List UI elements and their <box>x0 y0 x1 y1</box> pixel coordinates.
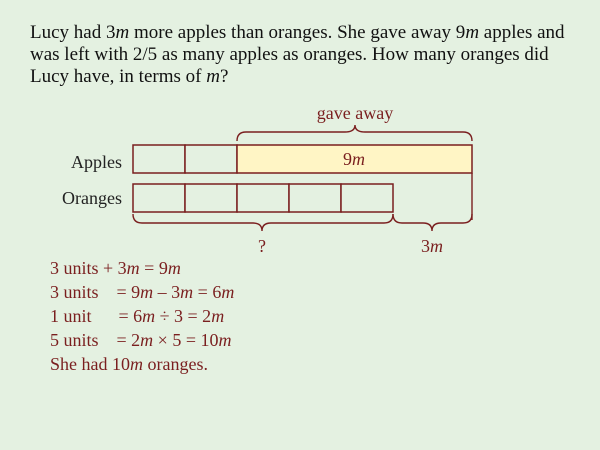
apples-unit <box>185 145 237 173</box>
given-away-value: 9m <box>343 149 365 169</box>
difference-label: 3m <box>421 236 443 256</box>
solution-line: 5 units = 2m × 5 = 10m <box>50 330 232 350</box>
question-part: ? <box>219 66 229 87</box>
apples-label: Apples <box>71 152 122 172</box>
variable-m: m <box>206 66 220 87</box>
oranges-label: Oranges <box>62 188 122 208</box>
apples-unit <box>133 145 185 173</box>
gave-away-brace <box>237 125 472 141</box>
solution-line: She had 10m oranges. <box>50 354 208 374</box>
oranges-unit <box>341 184 393 212</box>
question-part: Lucy had 3 <box>30 22 116 43</box>
solution-line: 1 unit = 6m ÷ 3 = 2m <box>50 306 225 326</box>
question-part: more apples than oranges. She gave away 9 <box>129 22 466 43</box>
oranges-unit <box>133 184 185 212</box>
question-part: apples and was left with 2/5 as many apples as oranges. How many oranges did Lucy have, in terms of <box>30 22 565 87</box>
solution-line: 3 units = 9m – 3m = 6m <box>50 282 235 302</box>
oranges-unit <box>289 184 341 212</box>
oranges-brace <box>133 214 393 231</box>
unknown-label: ? <box>258 236 266 256</box>
gave-away-label: gave away <box>316 103 394 123</box>
solution-line: 3 units + 3m = 9m <box>50 258 181 278</box>
variable-m: m <box>115 22 130 43</box>
oranges-unit <box>185 184 237 212</box>
solution-steps <box>50 256 234 376</box>
difference-brace <box>393 214 472 231</box>
oranges-unit <box>237 184 289 212</box>
variable-m: m <box>465 22 480 43</box>
